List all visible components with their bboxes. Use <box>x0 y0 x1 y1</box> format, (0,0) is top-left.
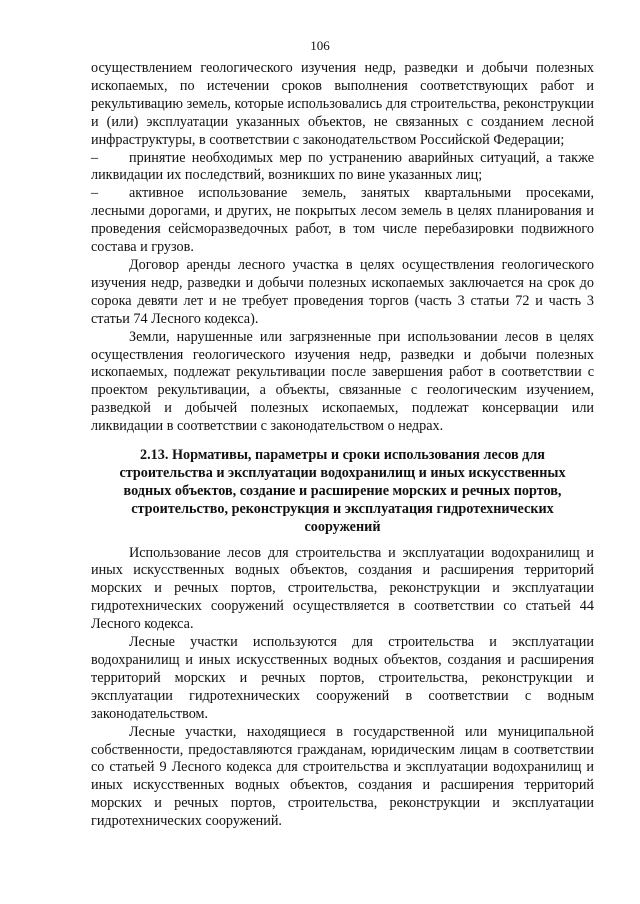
list-item-text: активное использование земель, занятых квартальными просеками, лесными дорогами, и других, не покрытых лесом земель в целях планирования и проведения сейсморазведочных работ, в том числе перебазировки подвижного состава и грузов. <box>91 185 594 256</box>
dash-marker: – <box>91 149 99 166</box>
dash-marker: – <box>91 185 99 202</box>
page-number: 106 <box>310 38 330 53</box>
paragraph-forest-use: Использование лесов для строительства и эксплуатации водохранилищ и иных искусственных водных объектов, создания и расширения территорий морских и речных портов, строительства, реконструкции и эксплуатации гидротехнических сооружений осуществляется в соответствии со статьей 44 Лесного кодекса. <box>91 544 594 633</box>
list-item-land-use <box>91 185 594 257</box>
paragraph-forest-plots: Лесные участки используются для строительства и эксплуатации водохранилищ и иных искусственных водных объектов, создания и расширения территорий морских и речных портов, строительства, реконструкции и эксплуатации гидротехнических сооружений в соответствии с водным законодательством. <box>91 634 594 722</box>
list-item-emergency <box>91 150 594 186</box>
paragraph-disturbed-lands: Земли, нарушенные или загрязненные при использовании лесов в целях осуществления геологического изучения недр, разведки и добычи полезных ископаемых, подлежат рекультивации после завершения работ в соответствии с проектом рекультивации, а объекты, связанные с геологическим изучением, разведкой и добычей полезных ископаемых, подлежат консервации или ликвидации в соответствии с законодательством о недрах. <box>91 328 594 435</box>
paragraph-state-plots: Лесные участки, находящиеся в государственной или муниципальной собственности, предоставляются гражданам, юридическим лицам в соответствии со статьей 9 Лесного кодекса для строительства и эксплуатации водохранилищ и иных искусственных водных объектов, создания и расширения территорий морских и речных портов, строительства, реконструкции и эксплуатации гидротехнических сооружений. <box>91 723 594 830</box>
paragraph-continuation: осуществлением геологического изучения недр, разведки и добычи полезных ископаемых, по истечении сроков выполнения соответствующих работ и рекультивацию земель, которые использовались для строительства, реконструкции и (или) эксплуатации указанных объектов, не связанных с созданием лесной инфраструктуры, в соответствии с законодательством Российской Федерации; <box>91 60 594 148</box>
section-heading: 2.13. Нормативы, параметры и сроки использования лесов для строительства и эксплуатации водохранилищ и иных искусственных водных объектов, создание и расширение морских и речных портов, строительство, реконструкция и эксплуатация гидротехнических сооружений <box>119 447 566 535</box>
list-item-text: принятие необходимых мер по устранению аварийных ситуаций, а также ликвидации их последствий, возникших по вине указанных лиц; <box>91 149 594 184</box>
document-body <box>91 60 594 831</box>
paragraph-lease: Договор аренды лесного участка в целях осуществления геологического изучения недр, разведки и добычи полезных ископаемых заключается на срок до сорока девяти лет и не требует проведения торгов (часть 3 статьи 72 и часть 3 статьи 74 Лесного кодекса). <box>91 256 594 327</box>
